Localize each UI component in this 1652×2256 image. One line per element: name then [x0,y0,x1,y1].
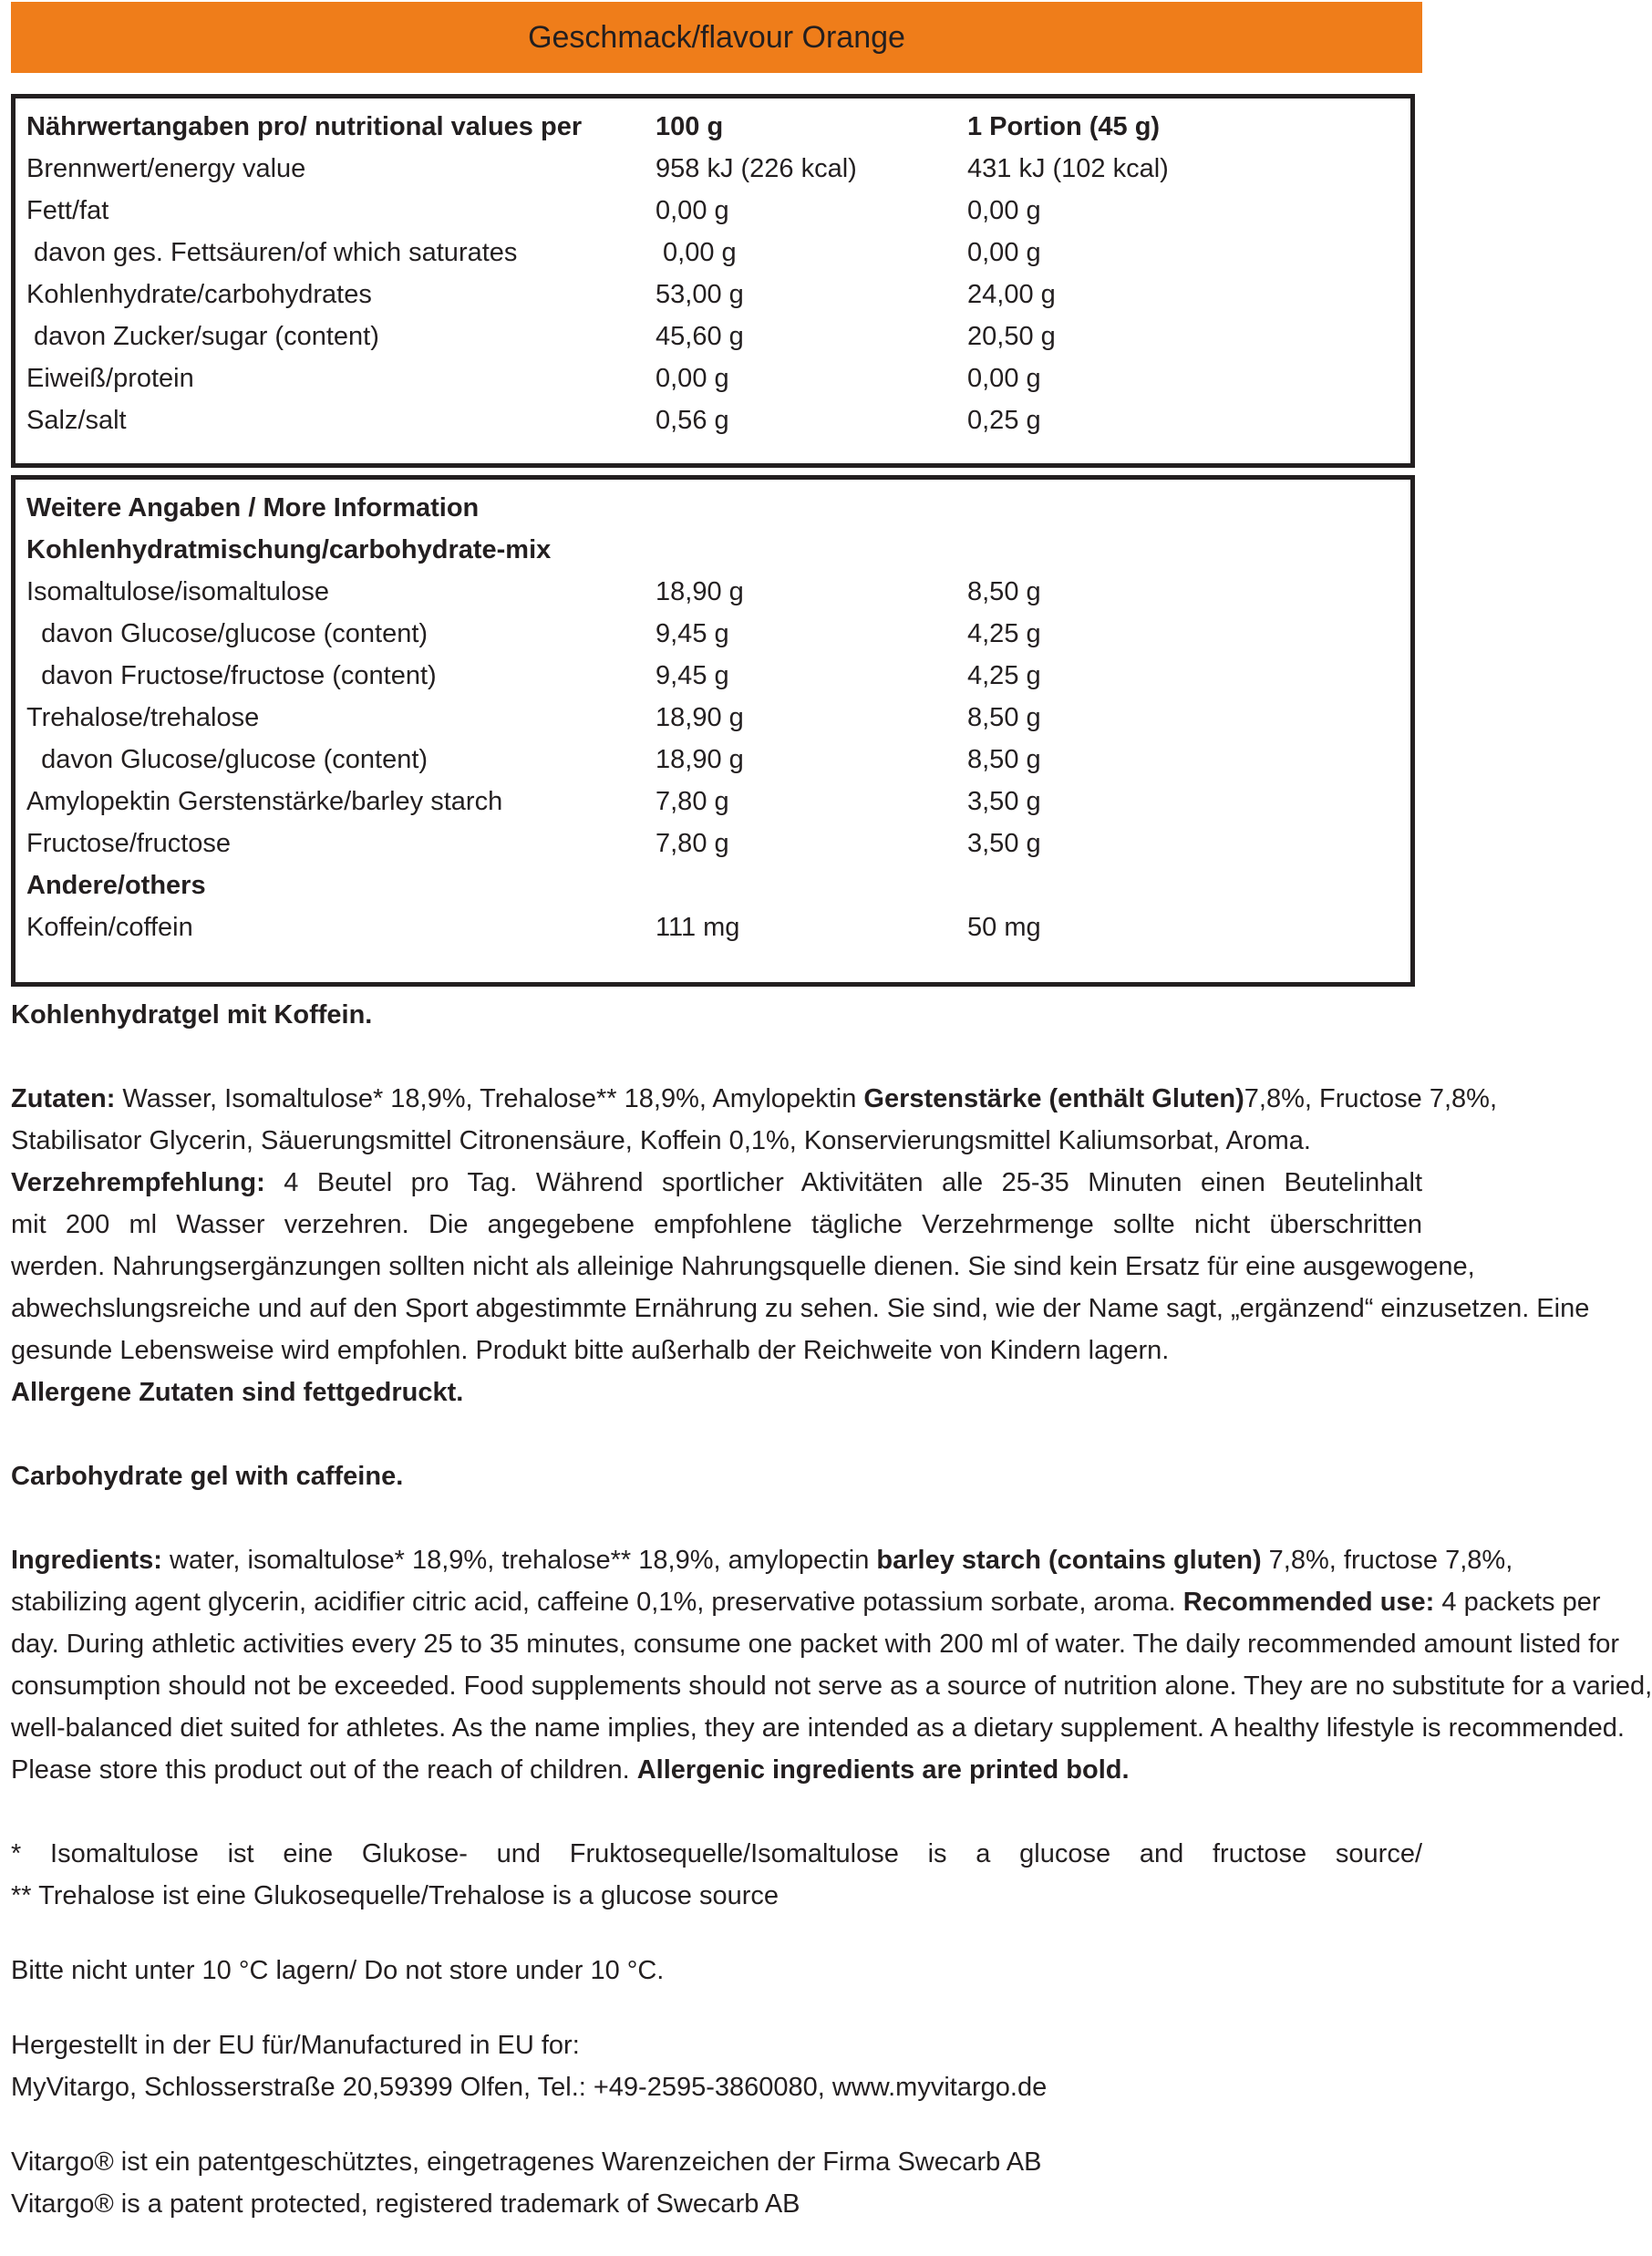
info-title [15,487,1410,529]
row-value-portion: 3,50 g [967,829,1041,858]
row-label: Salz/salt [26,406,127,435]
german-text-line: abwechslungsreiche und auf den Sport abgestimmte Ernährung zu sehen. Sie sind, wie der Name sagt, „ergänzend“ einzusetzen. Eine [11,1294,1590,1323]
caffeine-row [15,906,1410,948]
english-usage-text: 4 packets per [1434,1588,1601,1617]
footnote-isomaltulose: * Isomaltulose ist eine Glukose- und Fruktosequelle/Isomaltulose is a glucose and fructose source/ [11,1839,1422,1868]
row-label: Fructose/fructose [26,829,232,858]
row-value-100g: 958 kJ (226 kcal) [656,154,857,183]
row-label: davon ges. Fettsäuren/of which saturates [26,238,518,267]
row-label: Amylopektin Gerstenstärke/barley starch [26,787,503,816]
footnote-trehalose: ** Trehalose ist eine Glukosequelle/Trehalose is a glucose source [11,1881,780,1910]
german-usage-label: Verzehrempfehlung: [11,1168,265,1197]
info-subtitle [15,529,1410,571]
flavour-title: Geschmack/flavour Orange [528,19,905,55]
row-value-portion: 0,00 g [967,196,1041,225]
table-row [15,190,1410,232]
english-ingredients-text: water, isomaltulose* 18,9%, trehalose** 18,9%, amylopectin [161,1546,877,1575]
others-heading-text: Andere/others [26,871,206,900]
english-last-line [11,1749,1422,1791]
row-label: Trehalose/trehalose [26,703,260,732]
row-label: davon Glucose/glucose (content) [26,745,428,774]
row-value-100g: 7,80 g [656,787,729,816]
german-product-title: Kohlenhydratgel mit Koffein. [11,1000,373,1030]
manufacturer-address: MyVitargo, Schlosserstraße 20,59399 Olfen, Tel.: +49-2595-3860080, www.myvitargo.de [11,2073,1048,2102]
row-label: davon Fructose/fructose (content) [26,661,437,690]
english-allergen-ingredient: barley starch (contains gluten) [876,1546,1262,1575]
german-allergen-ingredient: Gerstenstärke (enthält Gluten) [863,1084,1244,1113]
storage-note: Bitte nicht unter 10 °C lagern/ Do not store under 10 °C. [11,1956,665,1985]
table-row [15,571,1410,613]
header-portion: 1 Portion (45 g) [967,112,1161,141]
header-100g: 100 g [656,112,724,141]
row-value-100g: 111 mg [656,913,740,942]
row-value-100g: 53,00 g [656,280,744,309]
table-row [15,316,1410,357]
row-value-portion: 20,50 g [967,322,1056,351]
table-row [15,148,1410,190]
row-value-portion: 4,25 g [967,661,1041,690]
table-row [15,399,1410,441]
table-row [15,655,1410,697]
german-ingredients-text: Wasser, Isomaltulose* 18,9%, Trehalose** 18,9%, Amylopektin [115,1084,864,1113]
table-row [15,739,1410,781]
table-row [15,232,1410,274]
german-text-line: gesunde Lebensweise wird empfohlen. Produkt bitte außerhalb der Reichweite von Kindern lagern. [11,1336,1170,1365]
german-ingredients-text-end: 7,8%, Fructose 7,8%, [1244,1084,1498,1113]
table-row [15,823,1410,864]
row-label: Isomaltulose/isomaltulose [26,577,330,606]
table-row [15,613,1410,655]
row-value-100g: 7,80 g [656,829,729,858]
english-ingredients-text-end: 7,8%, fructose 7,8%, [1261,1546,1513,1575]
trademark-english: Vitargo® is a patent protected, registered trademark of Swecarb AB [11,2189,800,2219]
german-ingredients-line [11,1078,1498,1120]
row-label: Brennwert/energy value [26,154,306,183]
row-value-100g: 0,00 g [656,196,729,225]
row-value-portion: 8,50 g [967,703,1041,732]
info-title-text: Weitere Angaben / More Information [26,493,480,523]
english-ingredients-label: Ingredients: [11,1546,162,1575]
table-row [15,697,1410,739]
row-value-portion: 24,00 g [967,280,1056,309]
row-label: Fett/fat [26,196,109,225]
german-ingredients-line-2: Stabilisator Glycerin, Säuerungsmittel Citronensäure, Koffein 0,1%, Konservierungsmittel Kaliumsorbat, Aroma. [11,1126,1311,1155]
row-label: Eiweiß/protein [26,364,194,393]
english-ingredients-line [11,1539,1513,1581]
german-usage-text: 4 Beutel pro Tag. Während sportlicher Aktivitäten alle 25-35 Minuten einen Beutelinhalt [264,1168,1422,1197]
row-value-100g: 0,00 g [656,364,729,393]
english-storage-text: Please store this product out of the reach of children. [11,1755,637,1785]
row-value-100g: 0,56 g [656,406,729,435]
row-value-100g: 18,90 g [656,703,744,732]
row-label: davon Glucose/glucose (content) [26,619,428,648]
german-ingredients-label: Zutaten: [11,1084,116,1113]
english-usage-label: Recommended use: [1182,1588,1435,1617]
german-text-line: werden. Nahrungsergänzungen sollten nicht als alleinige Nahrungsquelle dienen. Sie sind kein Ersatz für eine ausgewogene, [11,1252,1475,1281]
table-row [15,781,1410,823]
carbohydrate-info-table [11,475,1415,987]
table-row [15,274,1410,316]
english-ingredients-line-2 [11,1581,1601,1623]
row-value-100g: 18,90 g [656,745,744,774]
row-value-portion: 0,00 g [967,238,1041,267]
manufacturer-label: Hergestellt in der EU für/Manufactured in EU for: [11,2031,580,2060]
german-text-line: mit 200 ml Wasser verzehren. Die angegebene empfohlene tägliche Verzehrmenge sollte nicht überschritten [11,1210,1422,1239]
row-value-100g: 9,45 g [656,619,729,648]
row-value-100g: 0,00 g [656,238,737,267]
row-label: Koffein/coffein [26,913,193,942]
trademark-german: Vitargo® ist ein patentgeschütztes, eingetragenes Warenzeichen der Firma Swecarb AB [11,2147,1042,2177]
row-value-portion: 0,25 g [967,406,1041,435]
row-value-portion: 8,50 g [967,745,1041,774]
row-value-portion: 8,50 g [967,577,1041,606]
english-ingredients-text-2: stabilizing agent glycerin, acidifier citric acid, caffeine 0,1%, preservative potassium sorbate, aroma. [11,1588,1183,1617]
table-row [15,357,1410,399]
row-value-portion: 4,25 g [967,619,1041,648]
english-text-line: consumption should not be exceeded. Food supplements should not serve as a source of nutrition alone. They are no substitute for a varied, [11,1671,1652,1701]
flavour-banner [11,2,1422,73]
nutrition-header-row [15,106,1410,148]
english-text-line: well-balanced diet suited for athletes. As the name implies, they are intended as a dietary supplement. A healthy lifestyle is recommended. [11,1713,1625,1743]
row-value-portion: 3,50 g [967,787,1041,816]
nutrition-table [11,94,1415,468]
row-value-100g: 45,60 g [656,322,744,351]
info-subtitle-text: Kohlenhydratmischung/carbohydrate-mix [26,535,552,564]
header-label: Nährwertangaben pro/ nutritional values per [26,112,583,141]
row-label: davon Zucker/sugar (content) [26,322,379,351]
row-label: Kohlenhydrate/carbohydrates [26,280,372,309]
others-heading [15,864,1410,906]
row-value-portion: 431 kJ (102 kcal) [967,154,1169,183]
english-text-line: day. During athletic activities every 25 to 35 minutes, consume one packet with 200 ml of water. The daily recommended amount listed for [11,1630,1619,1659]
row-value-100g: 18,90 g [656,577,744,606]
english-allergen-note: Allergenic ingredients are printed bold. [636,1755,1130,1785]
english-product-title: Carbohydrate gel with caffeine. [11,1462,404,1491]
german-allergen-note: Allergene Zutaten sind fettgedruckt. [11,1378,464,1407]
row-value-portion: 0,00 g [967,364,1041,393]
row-value-100g: 9,45 g [656,661,729,690]
row-value-portion: 50 mg [967,913,1041,942]
german-usage-line [11,1162,1422,1204]
